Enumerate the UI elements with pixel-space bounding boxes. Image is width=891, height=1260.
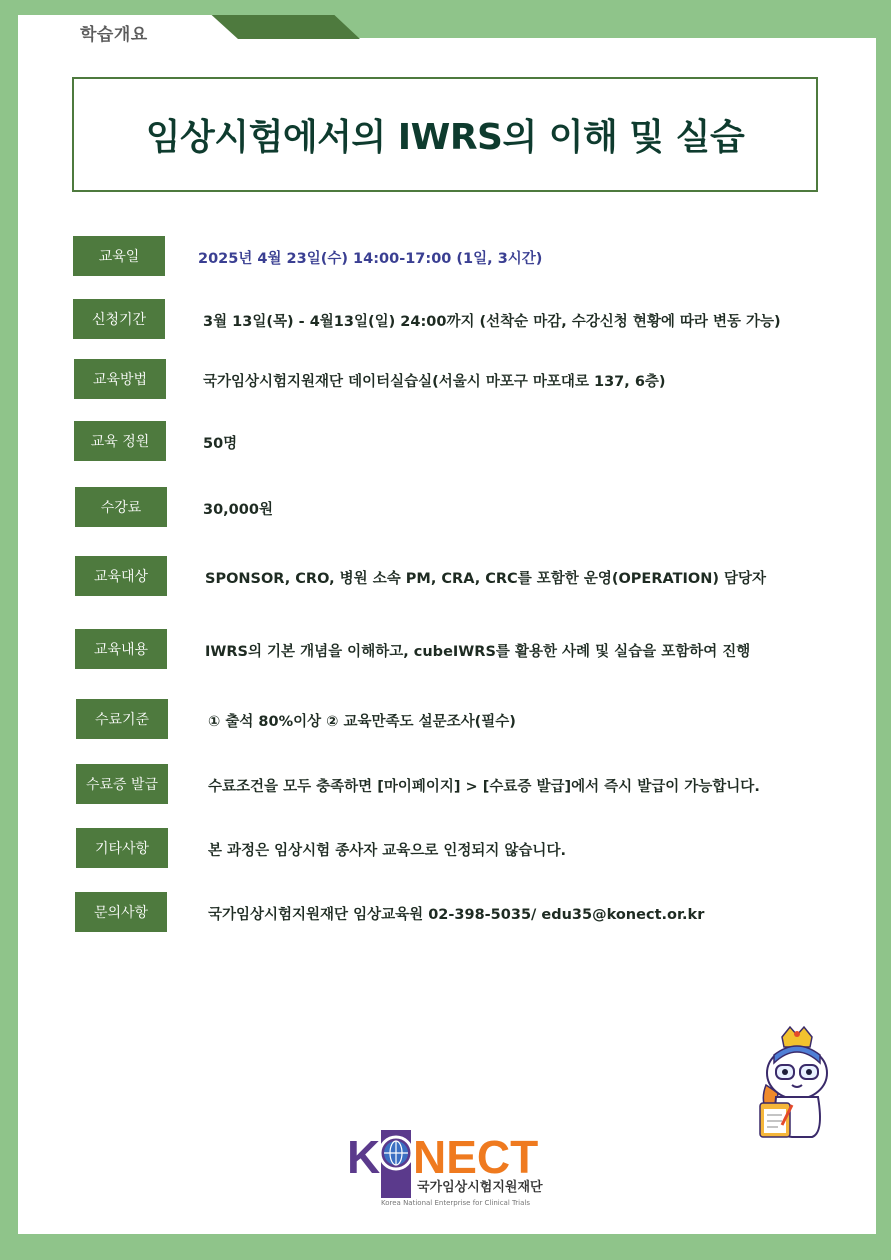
row-value: 30,000원: [203, 502, 273, 518]
row-label: 수강료: [75, 487, 167, 527]
info-row-notes: [0, 828, 891, 868]
row-label: 교육 정원: [74, 421, 166, 461]
row-value: 50명: [203, 436, 238, 452]
svg-text:K: K: [347, 1131, 381, 1183]
row-value: 수료조건을 모두 충족하면 [마이페이지] > [수료증 발급]에서 즉시 발급이 가능합니다.: [208, 779, 760, 795]
konect-logo: [345, 1128, 555, 1213]
info-row-certificate: [0, 764, 891, 804]
info-row-inquiry: [0, 892, 891, 932]
row-value: 3월 13일(목) - 4월13일(일) 24:00까지 (선착순 마감, 수강신청 현황에 따라 변동 가능): [203, 314, 781, 330]
info-row-date: [0, 236, 891, 276]
row-value: 국가임상시험지원재단 임상교육원 02-398-5035/ edu35@konect.or.kr: [208, 907, 705, 923]
row-value: 2025년 4월 23일(수) 14:00-17:00 (1일, 3시간): [198, 251, 543, 267]
row-label: 교육일: [73, 236, 165, 276]
row-value: 국가임상시험지원재단 데이터실습실(서울시 마포구 마포대로 137, 6층): [203, 374, 666, 390]
row-label: 교육내용: [75, 629, 167, 669]
logo-korean-name: 국가임상시험지원재단: [417, 1180, 543, 1195]
info-row-capacity: [0, 421, 891, 461]
info-row-fee: [0, 487, 891, 527]
row-value: IWRS의 기본 개념을 이해하고, cubeIWRS를 활용한 사례 및 실습을 포함하여 진행: [205, 644, 751, 660]
row-label: 기타사항: [76, 828, 168, 868]
info-row-content: [0, 629, 891, 669]
info-row-completion-criteria: [0, 699, 891, 739]
info-row-target: [0, 556, 891, 596]
logo-english-name: Korea National Enterprise for Clinical Trials: [381, 1199, 530, 1207]
title-box: [72, 77, 818, 192]
info-row-application-period: [0, 299, 891, 339]
row-label: 교육방법: [74, 359, 166, 399]
logo-word: NECT: [413, 1131, 539, 1183]
row-value: 본 과정은 임상시험 종사자 교육으로 인정되지 않습니다.: [208, 843, 566, 859]
row-label: 문의사항: [75, 892, 167, 932]
row-label: 신청기간: [73, 299, 165, 339]
row-label: 수료기준: [76, 699, 168, 739]
row-value: SPONSOR, CRO, 병원 소속 PM, CRA, CRC를 포함한 운영(OPERATION) 담당자: [205, 571, 767, 587]
row-label: 교육대상: [75, 556, 167, 596]
mascot-icon: [752, 1025, 842, 1145]
page-title: 임상시험에서의 IWRS의 이해 및 실습: [145, 117, 745, 158]
header-tab-label: 학습개요: [80, 25, 148, 45]
info-row-method: [0, 359, 891, 399]
row-label: 수료증 발급: [76, 764, 168, 804]
row-value: ① 출석 80%이상 ② 교육만족도 설문조사(필수): [208, 714, 516, 730]
